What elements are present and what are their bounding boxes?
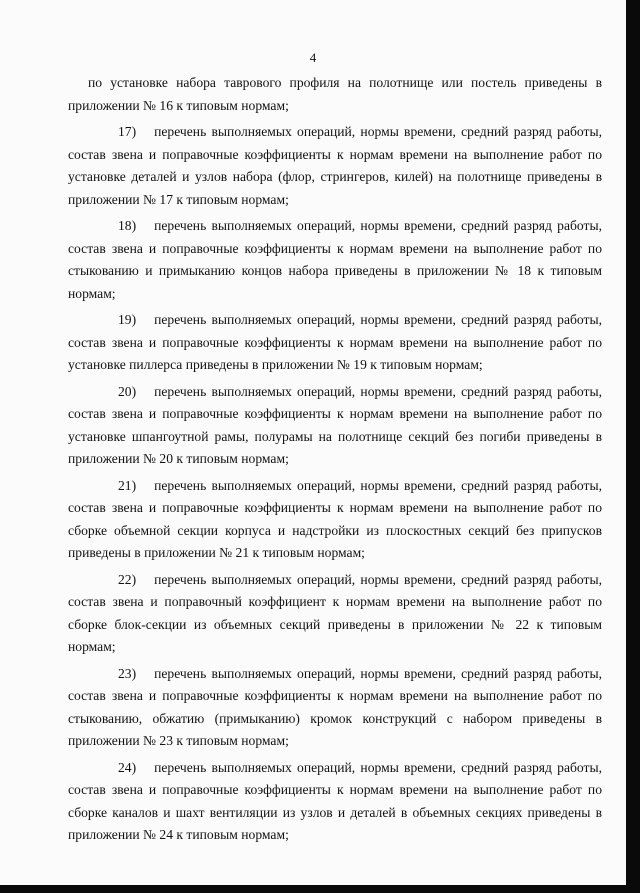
item-number: 23) (118, 665, 137, 681)
list-item (68, 121, 602, 211)
page-number: 4 (309, 50, 317, 65)
item-text: перечень выполняемых операций, нормы времени, средний разряд работы, состав звена и поправочные коэффициенты к нормам времени на выполнение работ по сборке каналов и шахт вентиляции из узлов и деталей в объемных секциях приведены в приложении № 24 к типовым нормам; (68, 759, 602, 842)
item-number: 24) (118, 759, 137, 775)
item-number: 18) (118, 218, 137, 233)
item-text: перечень выполняемых операций, нормы времени, средний разряд работы, состав звена и поправочные коэффициенты к нормам времени на выполнение работ по установке шпангоутной рамы, полурамы на полотнище секций без погиби приведены в приложении № 20 к типовым нормам; (68, 383, 602, 466)
list-item (68, 757, 602, 847)
list-item (68, 381, 602, 471)
item-number: 19) (118, 312, 137, 327)
item-number: 22) (118, 571, 137, 587)
list-item (68, 215, 602, 305)
item-text: перечень выполняемых операций, нормы времени, средний разряд работы, состав звена и поправочные коэффициенты к нормам времени на выполнение работ по сборке объемной секции корпуса и надстройки из плоскостных секций без припусков приведены в приложении № 21 к типовым нормам; (68, 477, 602, 560)
item-number: 20) (118, 383, 137, 399)
item-number: 21) (118, 477, 137, 493)
item-text: перечень выполняемых операций, нормы времени, средний разряд работы, состав звена и поправочные коэффициенты к нормам времени на выполнение работ по установке деталей и узлов набора (флор, стрингеров, килей) на полотнище приведены в приложении № 17 к типовым нормам; (68, 124, 602, 207)
list-item (68, 663, 602, 753)
intro-paragraph: по установке набора таврового профиля на полотнище или постель приведены в приложении № 16 к типовым нормам; (68, 75, 602, 113)
list-item (68, 569, 602, 659)
scan-edge-right (626, 0, 640, 893)
item-text: перечень выполняемых операций, нормы времени, средний разряд работы, состав звена и поправочные коэффициенты к нормам времени на выполнение работ по установке пиллерса приведены в приложении № 19 к типовым нормам; (68, 312, 602, 372)
item-text: перечень выполняемых операций, нормы времени, средний разряд работы, состав звена и поправочный коэффициент к нормам времени на выполнение работ по сборке блок-секции из объемных секций приведены в приложении № 22 к типовым нормам; (68, 571, 602, 654)
item-number: 17) (118, 124, 137, 139)
item-text: перечень выполняемых операций, нормы времени, средний разряд работы, состав звена и поправочные коэффициенты к нормам времени на выполнение работ по стыкованию и примыканию концов набора приведены в приложении № 18 к типовым нормам; (68, 218, 602, 301)
list-item (68, 309, 602, 377)
list-item (68, 475, 602, 565)
document-body (68, 72, 602, 847)
item-text: перечень выполняемых операций, нормы времени, средний разряд работы, состав звена и поправочные коэффициенты к нормам времени на выполнение работ по стыкованию, обжатию (примыканию) кромок конструкций с набором приведены в приложении № 23 к типовым нормам; (68, 665, 602, 748)
scan-edge-bottom (0, 885, 640, 893)
